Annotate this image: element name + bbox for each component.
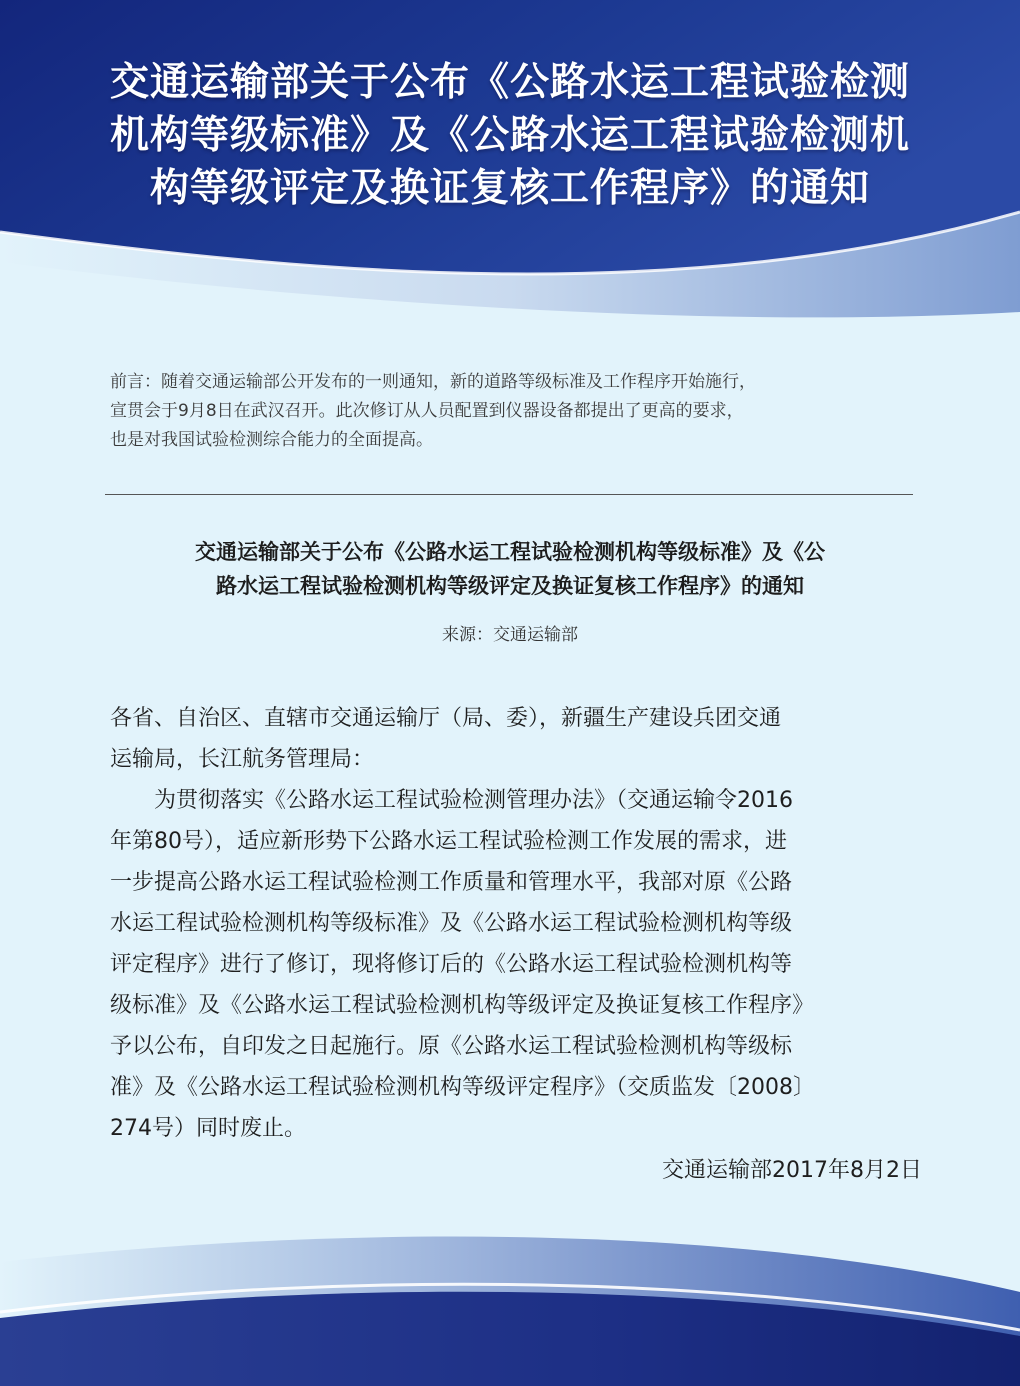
- header-title: [60, 56, 960, 215]
- body-line: 水运工程试验检测机构等级标准》及《公路水运工程试验检测机构等级: [110, 911, 793, 936]
- body-line: 一步提高公路水运工程试验检测工作质量和管理水平，我部对原《公路: [110, 870, 793, 895]
- header-title-line: 交通运输部关于公布《公路水运工程试验检测: [109, 60, 910, 105]
- header-title-line: 机构等级标准》及《公路水运工程试验检测机: [109, 113, 910, 158]
- divider: [105, 494, 913, 495]
- preface-line: 也是对我国试验检测综合能力的全面提高。: [110, 430, 433, 450]
- article-title: [100, 535, 920, 603]
- body-line: 准》及《公路水运工程试验检测机构等级评定程序》（交质监发〔2008〕: [110, 1075, 815, 1100]
- body-line: 评定程序》进行了修订，现将修订后的《公路水运工程试验检测机构等: [110, 952, 793, 977]
- article-title-line: 路水运工程试验检测机构等级评定及换证复核工作程序》的通知: [216, 574, 804, 598]
- header-title-line: 构等级评定及换证复核工作程序》的通知: [149, 166, 870, 211]
- article-body: [110, 698, 925, 1149]
- article-title-line: 交通运输部关于公布《公路水运工程试验检测机构等级标准》及《公: [195, 540, 825, 564]
- body-line: 级标准》及《公路水运工程试验检测机构等级评定及换证复核工作程序》: [110, 993, 815, 1018]
- signature: 交通运输部2017年8月2日: [662, 1158, 922, 1183]
- body-line: 运输局，长江航务管理局：: [110, 747, 375, 772]
- body-line: 予以公布，自印发之日起施行。原《公路水运工程试验检测机构等级标: [110, 1034, 793, 1059]
- preface: [110, 368, 910, 455]
- body-line: 各省、自治区、直辖市交通运输厅（局、委），新疆生产建设兵团交通: [110, 706, 782, 731]
- body-line: 年第80号），适应新形势下公路水运工程试验检测工作发展的需求，进: [110, 829, 787, 854]
- article-source: 来源：交通运输部: [442, 625, 578, 645]
- preface-line: 前言：随着交通运输部公开发布的一则通知，新的道路等级标准及工作程序开始施行，: [110, 372, 756, 392]
- body-line: 274号）同时废止。: [110, 1116, 306, 1141]
- body-line: 为贯彻落实《公路水运工程试验检测管理办法》（交通运输令2016: [154, 788, 793, 813]
- preface-line: 宣贯会于9月8日在武汉召开。此次修订从人员配置到仪器设备都提出了更高的要求，: [110, 401, 744, 421]
